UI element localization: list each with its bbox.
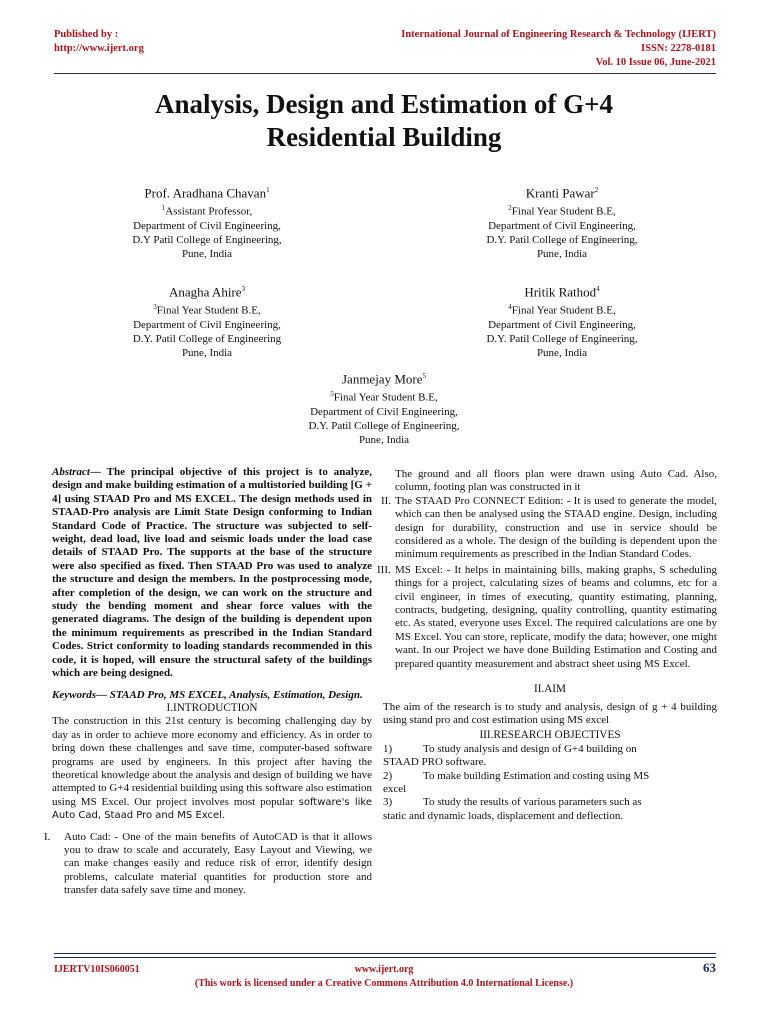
author-block-3: Anagha Ahire$^3$ $^3$Final Year Student B.E, Department of Civil Engineering, D.Y. Patil College of Engineering Pune, India [132,284,282,359]
footer-rule-thin [54,957,716,958]
published-by: Published by : [54,29,119,40]
paper-title: Analysis, Design and Estimation of G+4 Residential Building [155,89,613,152]
author-name: Anagha Ahire [168,284,242,300]
left-column [44,466,372,898]
header-rule [54,73,716,74]
author-name: Kranti Pawar [525,185,595,201]
author-block-1: Prof. Aradhana Chavan$^1$ $^1$Assistant Professor, Department of Civil Engineering, D.Y Patil College of Engineering, Pune, India [132,185,282,260]
section-heading-introduction: I.INTRODUCTION [166,701,258,714]
author-name: Hritik Rathod [524,284,597,300]
journal-name: International Journal of Engineering Research & Technology (IJERT) [401,29,716,40]
volume-issue: Vol. 10 Issue 06, June-2021 [595,57,716,68]
section-heading-objectives: III.RESEARCH OBJECTIVES [479,729,621,742]
paper-id: IJERTV10IS060051 [54,964,140,975]
author-block-4: Hritik Rathod$^4$ $^4$Final Year Student B.E, Department of Civil Engineering, D.Y. Patil College of Engineering, Pune, India [486,284,638,359]
aim-paragraph: The aim of the research is to study and analysis, design of g + 4 building using stand pro and cost estimation using MS excel [383,700,717,726]
journal-url-link[interactable]: http://www.ijert.org [54,43,144,54]
right-column [377,468,717,823]
page-number: 63 [703,960,716,975]
section-heading-aim: II.AIM [533,683,566,696]
footer-rule [54,953,716,954]
autocad-continuation: The ground and all floors plan were drawn using Auto Cad. Also, column, footing plan was constructed in it [395,468,717,494]
objectives-list [383,743,717,823]
abstract: Abstract— The principal objective of this project is to analyze, design and make building estimation of a multistoried building [G + 4] using STAAD Pro and MS EXCEL. The design methods used in STAAD-Pro analysis are Limit State Design conforming to Indian Standard Code of Practice. The structure was subjected to self-weight, dead load, live load and seismic loads under the load case details of STAAD Pro. The supports at the base of the structure were also specified as fixed. Then STAAD Pro was used to analyze the structure and design the members. In the postprocessing mode, after completion of the design, we can work on the structure and study the bending moment and shear force values with the generated diagrams. The design of the building is dependent upon the minimum requirements as prescribed in the Indian Standard Codes. Strict conformity to loading standards recommended in this code, it is hoped, will ensure the structural safety of the buildings which are being designed. [52,466,372,680]
list-item: 3) To study the results of various parameters such as static and dynamic loads, displacement and deflection. [383,796,642,822]
author-name: Janmejay More [341,371,423,387]
issn: ISSN: 2278-0181 [641,43,716,54]
header-left [54,28,144,56]
keywords: Keywords— STAAD Pro, MS EXCEL, Analysis, Estimation, Design. [52,688,363,701]
list-item-staad: II. The STAAD Pro CONNECT Edition: - It is used to generate the model, which can then be analysed using the STAAD engine. Design, including design for durability, construction and use in service should be considered as a whole. The design of the building is dependent upon the minimum requirements as prescribed in the Indian Standard Codes. [381,494,717,561]
author-block-2: Kranti Pawar$^2$ $^2$Final Year Student B.E, Department of Civil Engineering, D.Y. Patil College of Engineering, Pune, India [486,185,638,260]
footer-site-link[interactable]: www.ijert.org [354,964,414,975]
author-block-5: Janmejay More$^5$ $^5$Final Year Student B.E, Department of Civil Engineering, D.Y. Patil College of Engineering, Pune, India [308,371,460,446]
author-name: Prof. Aradhana Chavan [144,185,267,201]
header-right [401,28,716,70]
list-item-excel: III. MS Excel: - It helps in maintaining bills, making graphs, S scheduling things for a project, calculating sizes of beams and columns, etc for a civil engineer, in times of executing, quantity estimating, planning, contracts, budgeting, designing, quality controlling, quantity estimating etc. As stated, everyone uses Excel. The required calculations are one by MS Excel. You can store, replicate, modify the data; however, one might want. In our Project we have done Building Estimation and Costing and prepared quantity measurement and abstract sheet using MS Excel. [377,563,717,670]
list-item-autocad: I. Auto Cad: - One of the main benefits of AutoCAD is that it allows you to draw to scale and accurately, Easy Layout and Viewing, we can make changes easily and reduce risk of error, identify design problems, calculate material quantities for production store and transfer data safely save time and money. [44,830,372,897]
list-item: 2) To make building Estimation and costing using MS excel [383,769,650,795]
license-note: (This work is licensed under a Creative Commons Attribution 4.0 International License.) [194,978,574,989]
introduction-paragraph: The construction in this 21st century is becoming challenging day by day as in order to achieve more economy and efficiency. As in order to bring down these challenges and save time, computer-based software programs are used by engineers. In this project after having the theoretical knowledge about the analysis and design of building we have attempted to G+4 residential building using this software also estimation using MS Excel. Our project involves most popular software's like Auto Cad, Staad Pro and MS Excel. [52,715,372,822]
list-item: 1) To study analysis and design of G+4 building on STAAD PRO software. [383,742,637,769]
